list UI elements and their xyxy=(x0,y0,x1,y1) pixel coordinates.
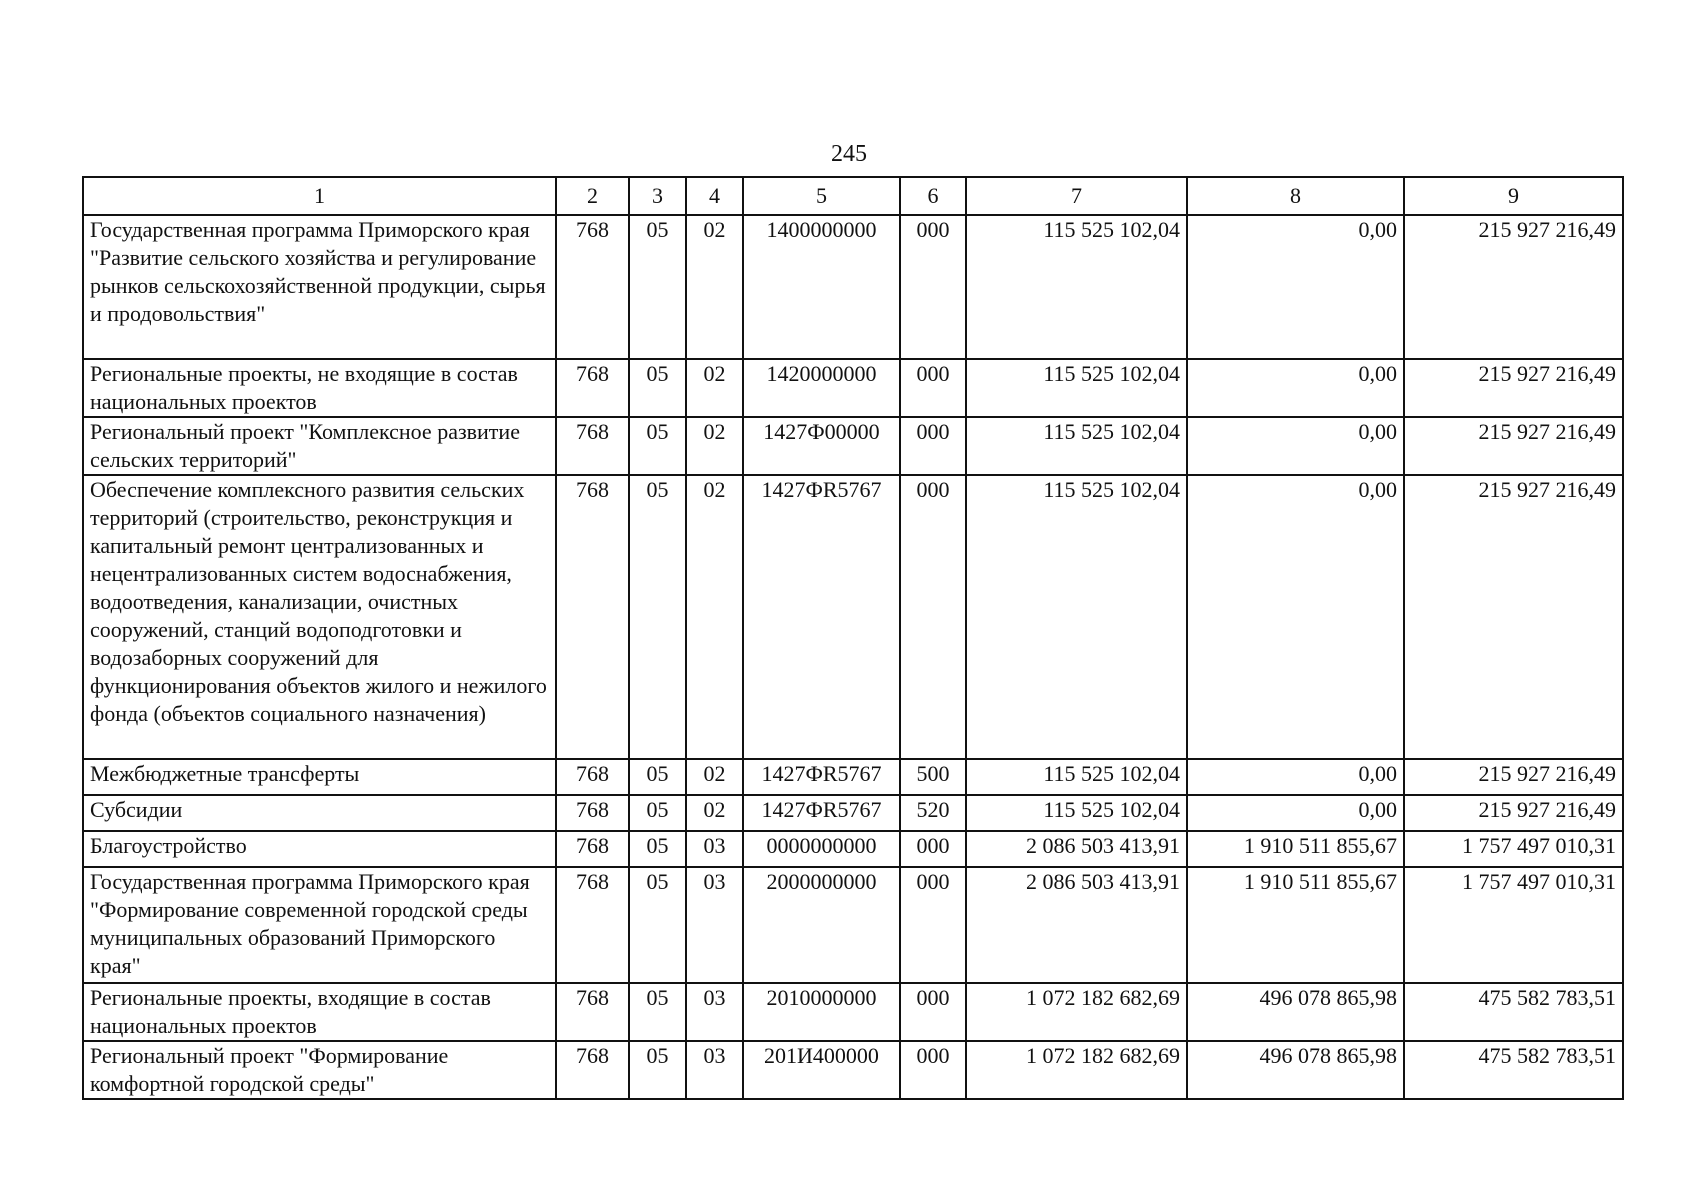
row-code-3-cell: 05 xyxy=(629,983,686,1041)
row-code-5-cell: 1427ФR5767 xyxy=(743,475,900,759)
row-code-5-cell: 2000000000 xyxy=(743,867,900,983)
row-code-5-cell: 1427Ф00000 xyxy=(743,417,900,475)
row-amount-7-cell: 115 525 102,04 xyxy=(966,795,1187,831)
row-amount-7-cell: 1 072 182 682,69 xyxy=(966,1041,1187,1099)
row-code-4-cell: 03 xyxy=(686,831,743,867)
table-row xyxy=(83,359,1623,417)
row-code-6-cell: 000 xyxy=(900,417,966,475)
row-name-cell: Региональные проекты, входящие в состав национальных проектов xyxy=(83,983,556,1041)
header-cell-2: 2 xyxy=(556,177,629,215)
table-row xyxy=(83,1041,1623,1099)
header-row xyxy=(83,177,1623,215)
row-name-cell: Региональные проекты, не входящие в состав национальных проектов xyxy=(83,359,556,417)
row-code-3-cell: 05 xyxy=(629,759,686,795)
row-code-3-cell: 05 xyxy=(629,417,686,475)
row-code-4-cell: 02 xyxy=(686,795,743,831)
table-row xyxy=(83,215,1623,359)
row-amount-9-cell: 475 582 783,51 xyxy=(1404,1041,1623,1099)
table-row xyxy=(83,831,1623,867)
row-code-4-cell: 02 xyxy=(686,759,743,795)
row-amount-8-cell: 1 910 511 855,67 xyxy=(1187,867,1404,983)
budget-table xyxy=(82,176,1624,1100)
row-amount-9-cell: 215 927 216,49 xyxy=(1404,759,1623,795)
row-code-5-cell: 1400000000 xyxy=(743,215,900,359)
row-code-3-cell: 05 xyxy=(629,867,686,983)
row-code-5-cell: 1427ФR5767 xyxy=(743,795,900,831)
row-code-6-cell: 500 xyxy=(900,759,966,795)
row-name-cell: Региональный проект "Комплексное развитие сельских территорий" xyxy=(83,417,556,475)
row-amount-9-cell: 475 582 783,51 xyxy=(1404,983,1623,1041)
row-amount-7-cell: 2 086 503 413,91 xyxy=(966,867,1187,983)
row-amount-8-cell: 0,00 xyxy=(1187,215,1404,359)
table-row xyxy=(83,867,1623,983)
page-number: 245 xyxy=(831,141,867,167)
row-code-4-cell: 02 xyxy=(686,215,743,359)
header-cell-9: 9 xyxy=(1404,177,1623,215)
table-row xyxy=(83,417,1623,475)
row-code-2-cell: 768 xyxy=(556,359,629,417)
row-code-2-cell: 768 xyxy=(556,215,629,359)
header-cell-7: 7 xyxy=(966,177,1187,215)
row-amount-9-cell: 215 927 216,49 xyxy=(1404,359,1623,417)
row-code-2-cell: 768 xyxy=(556,759,629,795)
row-amount-8-cell: 0,00 xyxy=(1187,417,1404,475)
table-body xyxy=(83,215,1623,1099)
row-code-3-cell: 05 xyxy=(629,215,686,359)
row-amount-8-cell: 496 078 865,98 xyxy=(1187,983,1404,1041)
row-code-3-cell: 05 xyxy=(629,475,686,759)
row-code-6-cell: 000 xyxy=(900,983,966,1041)
table-row xyxy=(83,795,1623,831)
row-name-cell: Субсидии xyxy=(83,795,556,831)
row-amount-7-cell: 115 525 102,04 xyxy=(966,759,1187,795)
row-amount-9-cell: 215 927 216,49 xyxy=(1404,417,1623,475)
row-amount-7-cell: 115 525 102,04 xyxy=(966,359,1187,417)
row-amount-8-cell: 496 078 865,98 xyxy=(1187,1041,1404,1099)
row-code-2-cell: 768 xyxy=(556,831,629,867)
row-code-6-cell: 000 xyxy=(900,1041,966,1099)
row-amount-7-cell: 115 525 102,04 xyxy=(966,475,1187,759)
row-code-6-cell: 000 xyxy=(900,359,966,417)
row-name-cell: Обеспечение комплексного развития сельских территорий (строительство, реконструкция и капитальный ремонт централизованных и нецентрализованных систем водоснабжения, водоотведения, канализации, очистных сооружений, станций водоподготовки и водозаборных сооружений для функционирования объектов жилого и нежилого фонда (объектов социального назначения) xyxy=(83,475,556,759)
row-amount-7-cell: 115 525 102,04 xyxy=(966,417,1187,475)
row-amount-7-cell: 1 072 182 682,69 xyxy=(966,983,1187,1041)
row-code-6-cell: 000 xyxy=(900,475,966,759)
row-amount-9-cell: 1 757 497 010,31 xyxy=(1404,867,1623,983)
row-name-cell: Благоустройство xyxy=(83,831,556,867)
row-code-5-cell: 201И400000 xyxy=(743,1041,900,1099)
row-code-4-cell: 02 xyxy=(686,475,743,759)
header-cell-3: 3 xyxy=(629,177,686,215)
row-amount-7-cell: 115 525 102,04 xyxy=(966,215,1187,359)
row-name-cell: Государственная программа Приморского края "Формирование современной городской среды муниципальных образований Приморского края" xyxy=(83,867,556,983)
header-cell-6: 6 xyxy=(900,177,966,215)
row-code-2-cell: 768 xyxy=(556,1041,629,1099)
row-amount-9-cell: 215 927 216,49 xyxy=(1404,795,1623,831)
row-code-2-cell: 768 xyxy=(556,867,629,983)
row-code-6-cell: 520 xyxy=(900,795,966,831)
row-code-3-cell: 05 xyxy=(629,359,686,417)
row-amount-9-cell: 215 927 216,49 xyxy=(1404,475,1623,759)
row-code-6-cell: 000 xyxy=(900,831,966,867)
row-code-5-cell: 2010000000 xyxy=(743,983,900,1041)
table-row xyxy=(83,475,1623,759)
row-code-4-cell: 02 xyxy=(686,417,743,475)
header-cell-4: 4 xyxy=(686,177,743,215)
row-code-2-cell: 768 xyxy=(556,417,629,475)
table-row xyxy=(83,759,1623,795)
row-code-4-cell: 03 xyxy=(686,1041,743,1099)
row-name-cell: Государственная программа Приморского края "Развитие сельского хозяйства и регулирование рынков сельскохозяйственной продукции, сырья и продовольствия" xyxy=(83,215,556,359)
header-cell-8: 8 xyxy=(1187,177,1404,215)
row-code-4-cell: 02 xyxy=(686,359,743,417)
row-amount-9-cell: 1 757 497 010,31 xyxy=(1404,831,1623,867)
row-code-3-cell: 05 xyxy=(629,1041,686,1099)
row-amount-9-cell: 215 927 216,49 xyxy=(1404,215,1623,359)
row-name-cell: Региональный проект "Формирование комфортной городской среды" xyxy=(83,1041,556,1099)
row-amount-8-cell: 0,00 xyxy=(1187,795,1404,831)
row-code-2-cell: 768 xyxy=(556,475,629,759)
row-code-4-cell: 03 xyxy=(686,867,743,983)
row-amount-7-cell: 2 086 503 413,91 xyxy=(966,831,1187,867)
row-code-4-cell: 03 xyxy=(686,983,743,1041)
row-code-6-cell: 000 xyxy=(900,867,966,983)
row-name-cell: Межбюджетные трансферты xyxy=(83,759,556,795)
header-cell-1: 1 xyxy=(83,177,556,215)
row-code-5-cell: 0000000000 xyxy=(743,831,900,867)
header-cell-5: 5 xyxy=(743,177,900,215)
row-code-3-cell: 05 xyxy=(629,795,686,831)
row-amount-8-cell: 0,00 xyxy=(1187,359,1404,417)
table-row xyxy=(83,983,1623,1041)
row-code-3-cell: 05 xyxy=(629,831,686,867)
row-amount-8-cell: 1 910 511 855,67 xyxy=(1187,831,1404,867)
row-code-6-cell: 000 xyxy=(900,215,966,359)
row-amount-8-cell: 0,00 xyxy=(1187,475,1404,759)
row-code-5-cell: 1427ФR5767 xyxy=(743,759,900,795)
row-code-5-cell: 1420000000 xyxy=(743,359,900,417)
row-amount-8-cell: 0,00 xyxy=(1187,759,1404,795)
row-code-2-cell: 768 xyxy=(556,983,629,1041)
row-code-2-cell: 768 xyxy=(556,795,629,831)
